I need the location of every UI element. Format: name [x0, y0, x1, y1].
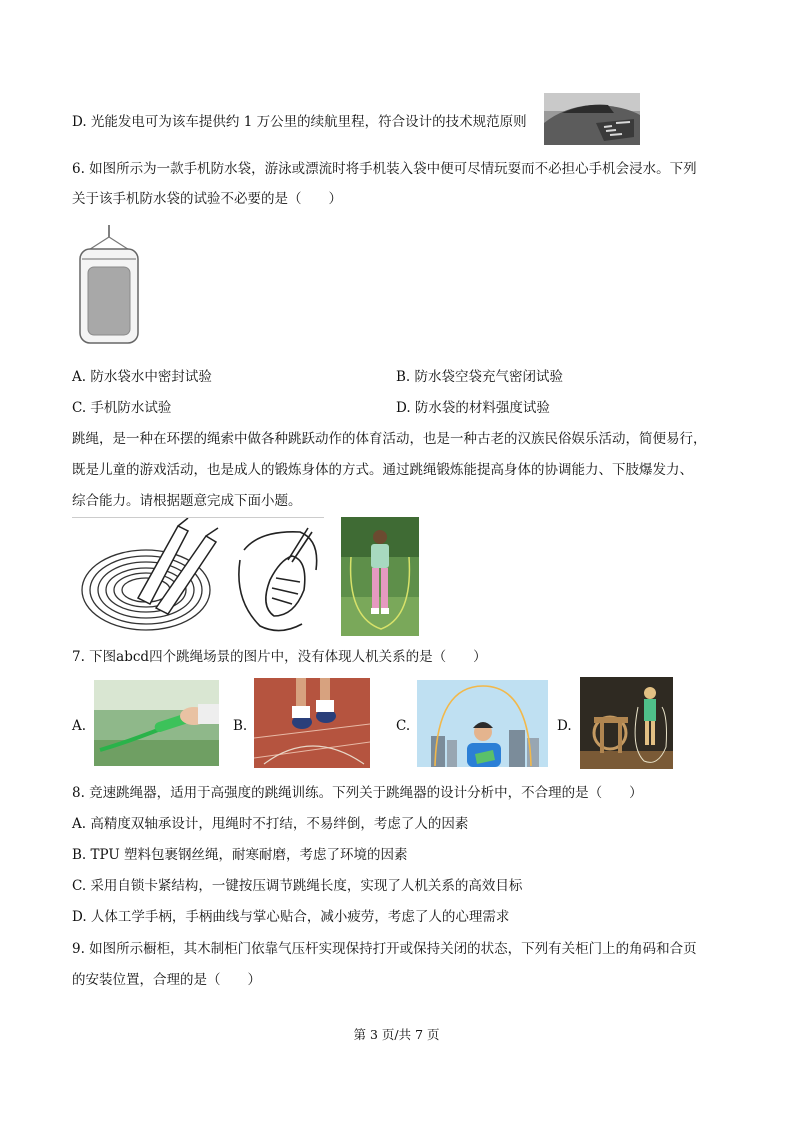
- q7-label-b: B.: [233, 718, 248, 734]
- jump-rope-coil-icon: [78, 518, 226, 636]
- q8-stem: 8. 竞速跳绳器，适用于高强度的跳绳训练。下列关于跳绳器的设计分析中，不合理的是（ ）: [72, 785, 643, 801]
- q6-option-a: A. 防水袋水中密封试验: [72, 369, 212, 385]
- q9-stem-line1: 9. 如图所示橱柜，其木制柜门依靠气压杆实现保持打开或保持关闭的状态，下列有关柜门上的角码和合页: [72, 941, 697, 957]
- passage-line1: 跳绳，是一种在环摆的绳索中做各种跳跃动作的体育活动，也是一种古老的汉族民俗娱乐活动，简便易行，: [72, 431, 707, 447]
- q9-stem-line2: 的安装位置，合理的是（ ）: [72, 972, 261, 988]
- wooden-machine-photo: [580, 677, 673, 769]
- girl-jumping-photo: [341, 517, 419, 636]
- q7-stem: 7. 下图abcd四个跳绳场景的图片中，没有体现人机关系的是（ ）: [72, 649, 487, 665]
- q7-label-a: A.: [72, 718, 87, 734]
- q5-option-d: D. 光能发电可为该车提供约 1 万公里的续航里程，符合设计的技术规范原则: [72, 114, 527, 130]
- q6-stem-line2: 关于该手机防水袋的试验不必要的是（ ）: [72, 191, 342, 207]
- running-feet-photo: [254, 678, 370, 768]
- green-handle-photo: [94, 680, 219, 766]
- passage-line2: 既是儿童的游戏活动，也是成人的锻炼身体的方式。通过跳绳锻炼能提高身体的协调能力、下肢爆发力、: [72, 462, 693, 478]
- q8-option-c: C. 采用自锁卡紧结构，一键按压调节跳绳长度，实现了人机关系的高效目标: [72, 878, 523, 894]
- q8-option-a: A. 高精度双轴承设计，甩绳时不打结，不易绊倒，考虑了人的因素: [72, 816, 469, 832]
- q6-option-c: C. 手机防水试验: [72, 400, 172, 416]
- car-photo: [544, 93, 640, 145]
- q6-option-b: B. 防水袋空袋充气密闭试验: [396, 369, 564, 385]
- q6-stem-line1: 6. 如图所示为一款手机防水袋，游泳或漂流时将手机装入袋中便可尽情玩耍而不必担心手机会浸水。下列: [72, 161, 697, 177]
- q7-label-d: D.: [557, 718, 572, 734]
- man-jumping-rope-photo: [417, 680, 548, 767]
- q6-option-d: D. 防水袋的材料强度试验: [396, 400, 550, 416]
- q8-option-b: B. TPU 塑料包裹钢丝绳，耐寒耐磨，考虑了环境的因素: [72, 847, 408, 863]
- q8-option-d: D. 人体工学手柄，手柄曲线与掌心贴合，减小疲劳，考虑了人的心理需求: [72, 909, 510, 925]
- passage-line3: 综合能力。请根据题意完成下面小题。: [72, 493, 302, 509]
- rope-handle-hand-icon: [230, 520, 326, 636]
- waterproof-bag-icon: [76, 223, 142, 347]
- page-number: 第 3 页/共 7 页: [353, 1027, 440, 1042]
- q7-label-c: C.: [396, 718, 411, 734]
